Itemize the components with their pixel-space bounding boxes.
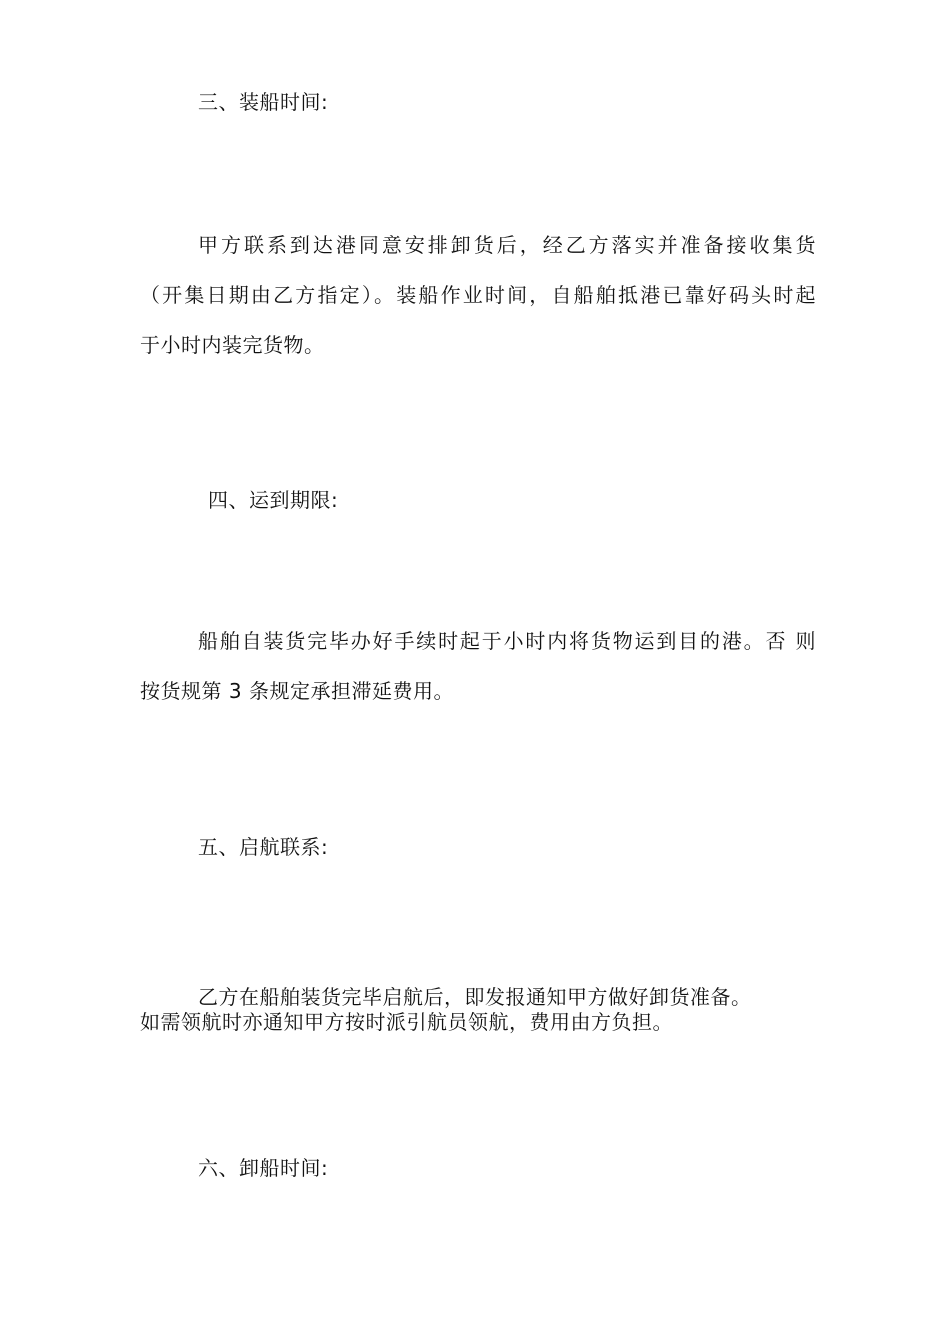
section-heading-unloading-time: 六、卸船时间:	[198, 1156, 329, 1180]
paragraph-line: 于小时内装完货物。	[140, 333, 325, 357]
section-heading-delivery-period: 四、运到期限:	[208, 488, 339, 512]
paragraph-line: 乙方在船舶装货完毕启航后，即发报通知甲方做好卸货准备。	[198, 985, 752, 1009]
paragraph-line: 如需领航时亦通知甲方按时派引航员领航，费用由方负担。	[140, 1010, 673, 1034]
paragraph-line: 按货规第 3 条规定承担滞延费用。	[140, 679, 454, 703]
paragraph-line: 船舶自装货完毕办好手续时起于小时内将货物运到目的港。否 则	[198, 629, 816, 653]
section-heading-departure-contact: 五、启航联系:	[198, 835, 329, 859]
paragraph-line: （开集日期由乙方指定）。装船作业时间，自船舶抵港已靠好码头时起	[140, 283, 816, 307]
section-heading-loading-time: 三、装船时间:	[198, 90, 329, 114]
paragraph-line: 甲方联系到达港同意安排卸货后，经乙方落实并准备接收集货	[198, 233, 816, 257]
